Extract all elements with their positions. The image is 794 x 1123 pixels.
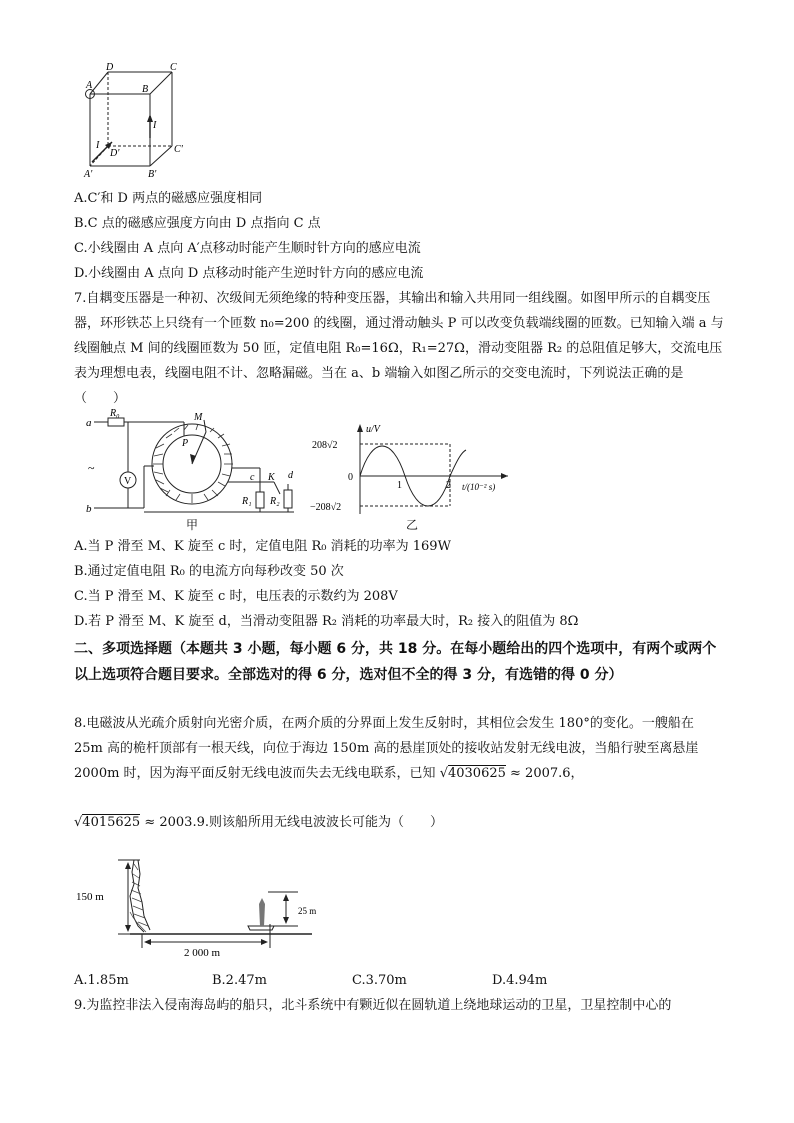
q8-stem-part2 xyxy=(74,814,443,832)
sqrt-radicand-1: 4030625 xyxy=(447,766,506,781)
q8-option-b[interactable]: B.2.47m xyxy=(212,973,267,988)
graph-x-tick-2: 2 xyxy=(446,480,451,491)
q8-option-a[interactable]: A.1.85m xyxy=(74,973,129,988)
r0-label: R₀ xyxy=(110,408,120,419)
cliff-ship-figure xyxy=(72,852,382,962)
q6-option-c[interactable]: C.小线圈由 A 点向 A′点移动时能产生顺时针方向的感应电流 xyxy=(74,241,421,256)
cliff-height-label: 150 m xyxy=(76,891,104,903)
figure-yi-caption: 乙 xyxy=(406,518,419,532)
contact-c-label: c xyxy=(250,472,255,483)
ac-source-label: ~ xyxy=(88,461,95,475)
current-label: I xyxy=(96,140,100,151)
q6-option-a[interactable]: A.C′和 D 两点的磁感应强度相同 xyxy=(74,191,263,206)
slider-p-label: P xyxy=(182,438,189,449)
graph-x-tick-1: 1 xyxy=(397,480,402,491)
graph-ylabel: u/V xyxy=(366,424,380,435)
sqrt-expression-1 xyxy=(440,761,506,786)
q8-stem-text-2: ≈ 2003.9.则该船所用无线电波波长可能为（ ） xyxy=(144,815,443,830)
switch-k-label: K xyxy=(268,472,275,483)
q8-option-c[interactable]: C.3.70m xyxy=(352,973,407,988)
cube-label: D xyxy=(106,62,114,73)
r2-label: R₂ xyxy=(270,496,280,507)
graph-y-bottom: −208√2 xyxy=(310,502,342,513)
q8-stem-text: 8.电磁波从光疏介质射向光密介质，在两介质的分界面上发生反射时，其相位会发生 180°的变化。一艘船在 25m 高的桅杆顶部有一根天线，向位于海边 150m 高的悬崖顶处的接收站发射无线电波，当船行驶至离悬崖 2000m 时，因为海平面反射无线电波而失去无线电联系，已知 xyxy=(74,716,699,781)
cube-label: C' xyxy=(174,144,183,155)
figure-jia-caption: 甲 xyxy=(186,518,199,532)
contact-d-label: d xyxy=(288,470,293,481)
cube-figure xyxy=(78,62,188,180)
current-label: I xyxy=(153,120,157,131)
q6-option-d[interactable]: D.小线圈由 A 点向 D 点移动时能产生逆时针方向的感应电流 xyxy=(74,266,424,281)
q7-option-c[interactable]: C.当 P 滑至 M、K 旋至 c 时，电压表的示数约为 208V xyxy=(74,589,398,604)
sqrt-sign-icon: √ xyxy=(74,815,83,830)
terminal-m-label: M xyxy=(194,412,203,423)
cube-label: B xyxy=(142,84,149,95)
terminal-b-label: b xyxy=(86,503,92,515)
mast-height-label: 25 m xyxy=(298,906,317,916)
q7-option-d[interactable]: D.若 P 滑至 M、K 旋至 d，当滑动变阻器 R₂ 消耗的功率最大时，R₂ 接入的阻值为 8Ω xyxy=(74,614,579,629)
graph-y-zero: 0 xyxy=(348,472,353,483)
cube-label: A xyxy=(86,80,93,91)
q8-option-d[interactable]: D.4.94m xyxy=(492,973,548,988)
q6-option-b[interactable]: B.C 点的磁感应强度方向由 D 点指向 C 点 xyxy=(74,216,321,231)
graph-y-top: 208√2 xyxy=(312,440,338,451)
cube-label: A' xyxy=(84,169,93,180)
q9-stem: 9.为监控非法入侵南海岛屿的船只，北斗系统中有颗近似在圆轨道上绕地球运动的卫星，卫星控制中心的 xyxy=(74,998,672,1013)
section2-heading: 二、多项选择题（本题共 3 小题，每小题 6 分，共 18 分。在每小题给出的四个选项中，有两个或两个以上选项符合题目要求。全部选对的得 6 分，选对但不全的得 3 分，有选错的得 0 分） xyxy=(74,641,717,683)
voltage-graph-yi xyxy=(310,422,520,518)
sqrt-approx-1: ≈ 2007.6， xyxy=(510,766,584,781)
sqrt-radicand-2: 4015625 xyxy=(82,815,141,830)
q7-stem: 7.自耦变压器是一种初、次级间无须绝缘的特种变压器，其输出和输入共用同一组线圈。如图甲所示的自耦变压器，环形铁芯上只绕有一个匝数 n₀=200 的线圈，通过滑动触头 P 可以改变负载端线圈的匝数。已知输入端 a 与线圈触点 M 间的线圈匝数为 50 匝，定值电阻 R₀=16Ω，R₁=27Ω，滑动变阻器 R₂ 的总阻值足够大，交流电压表为理想电表，线圈电阻不计、忽略漏磁。当在 a、b 端输入如图乙所示的交变电流时，下列说法正确的是（ ） xyxy=(74,291,724,406)
voltmeter-label: V xyxy=(124,476,132,487)
cube-label: B' xyxy=(148,169,157,180)
r1-label: R₁ xyxy=(242,496,252,507)
q8-stem-part1 xyxy=(74,711,724,786)
q7-option-b[interactable]: B.通过定值电阻 R₀ 的电流方向每秒改变 50 次 xyxy=(74,564,344,579)
cube-label: D' xyxy=(110,148,120,159)
sqrt-sign-icon: √ xyxy=(439,766,448,781)
cube-label: C xyxy=(170,62,177,73)
circuit-figure-jia xyxy=(84,408,304,532)
q7-option-a[interactable]: A.当 P 滑至 M、K 旋至 c 时，定值电阻 R₀ 消耗的功率为 169W xyxy=(74,539,451,554)
terminal-a-label: a xyxy=(86,417,92,429)
distance-label: 2 000 m xyxy=(184,947,221,959)
graph-xlabel: t/(10⁻² s) xyxy=(462,482,496,492)
